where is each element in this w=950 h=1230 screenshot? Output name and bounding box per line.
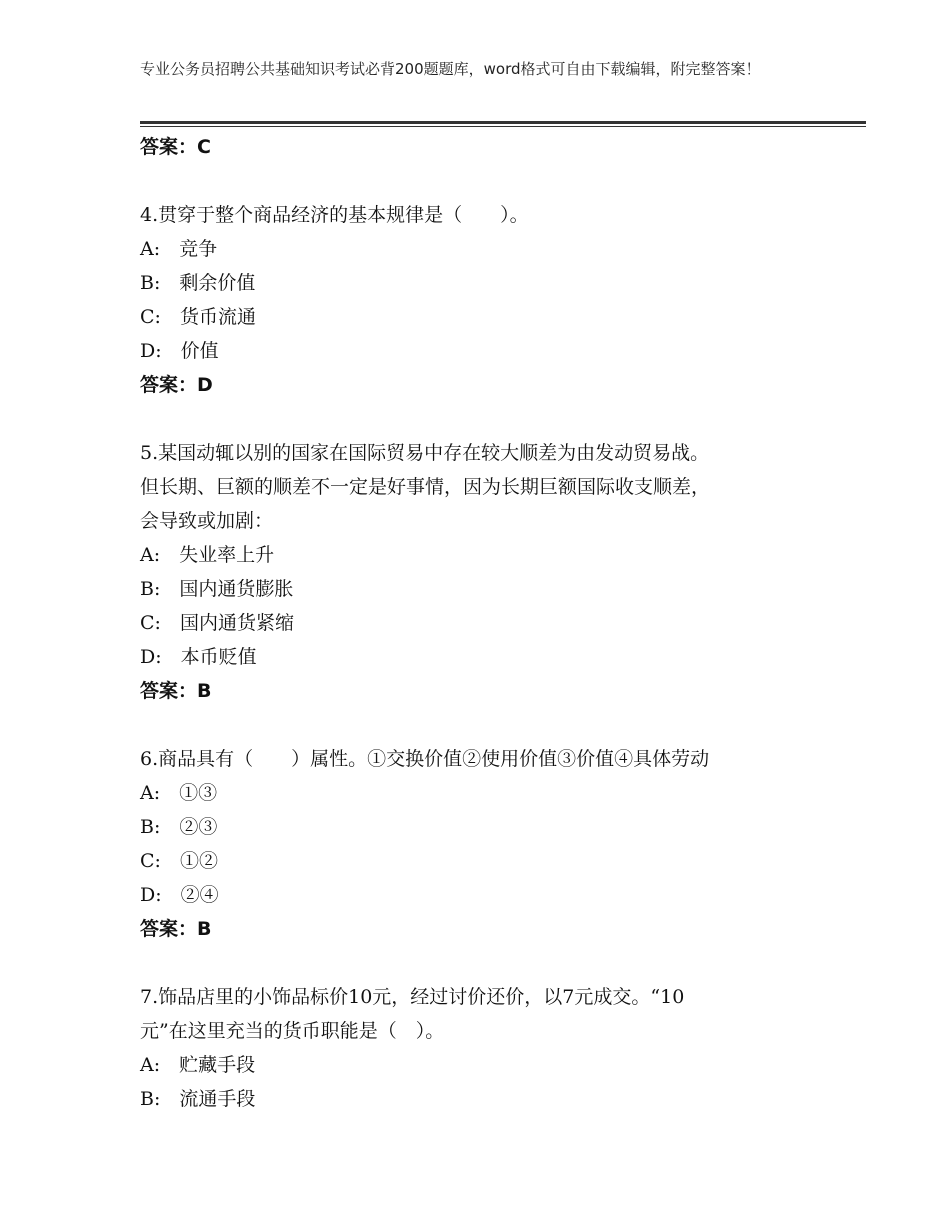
option-a: A: 贮藏手段 — [140, 1054, 256, 1076]
option-b: B: 流通手段 — [140, 1088, 256, 1110]
question-stem-line: 5.某国动辄以别的国家在国际贸易中存在较大顺差为由发动贸易战。 — [140, 442, 710, 464]
question-stem-line: 但长期、巨额的顺差不一定是好事情，因为长期巨额国际收支顺差， — [140, 476, 711, 498]
answer-line: 答案：B — [140, 680, 212, 702]
option-d: D: ②④ — [140, 884, 219, 906]
option-b: B: 剩余价值 — [140, 272, 256, 294]
option-d: D: 本币贬值 — [140, 646, 257, 668]
option-d: D: 价值 — [140, 340, 219, 362]
question-stem-line: 元”在这里充当的货币职能是（ ）。 — [140, 1020, 445, 1042]
question-stem: 4.贯穿于整个商品经济的基本规律是（ ）。 — [140, 204, 529, 226]
option-c: C: 国内通货紧缩 — [140, 612, 294, 634]
question-7 — [140, 980, 840, 1116]
answer-line: 答案：C — [140, 136, 211, 158]
option-b: B: ②③ — [140, 816, 218, 838]
document-header: 专业公务员招聘公共基础知识考试必背200题题库，word格式可自由下载编辑，附完整答案！ — [140, 60, 761, 78]
option-a: A: 失业率上升 — [140, 544, 275, 566]
question-6 — [140, 742, 840, 946]
answer-line: 答案：D — [140, 374, 213, 396]
question-stem: 6.商品具有（ ）属性。①交换价值②使用价值③价值④具体劳动 — [140, 748, 710, 770]
question-stem-line: 7.饰品店里的小饰品标价10元，经过讨价还价，以7元成交。“10 — [140, 986, 685, 1008]
option-c: C: ①② — [140, 850, 218, 872]
option-a: A: ①③ — [140, 782, 218, 804]
question-stem-line: 会导致或加剧： — [140, 510, 274, 532]
header-divider-thin — [140, 126, 866, 127]
question-list — [140, 130, 840, 1116]
answer-line: 答案：B — [140, 918, 212, 940]
header-divider-thick — [140, 121, 866, 124]
question-4 — [140, 198, 840, 402]
option-c: C: 货币流通 — [140, 306, 256, 328]
option-b: B: 国内通货膨胀 — [140, 578, 294, 600]
question-5 — [140, 436, 840, 708]
option-a: A: 竞争 — [140, 238, 218, 260]
